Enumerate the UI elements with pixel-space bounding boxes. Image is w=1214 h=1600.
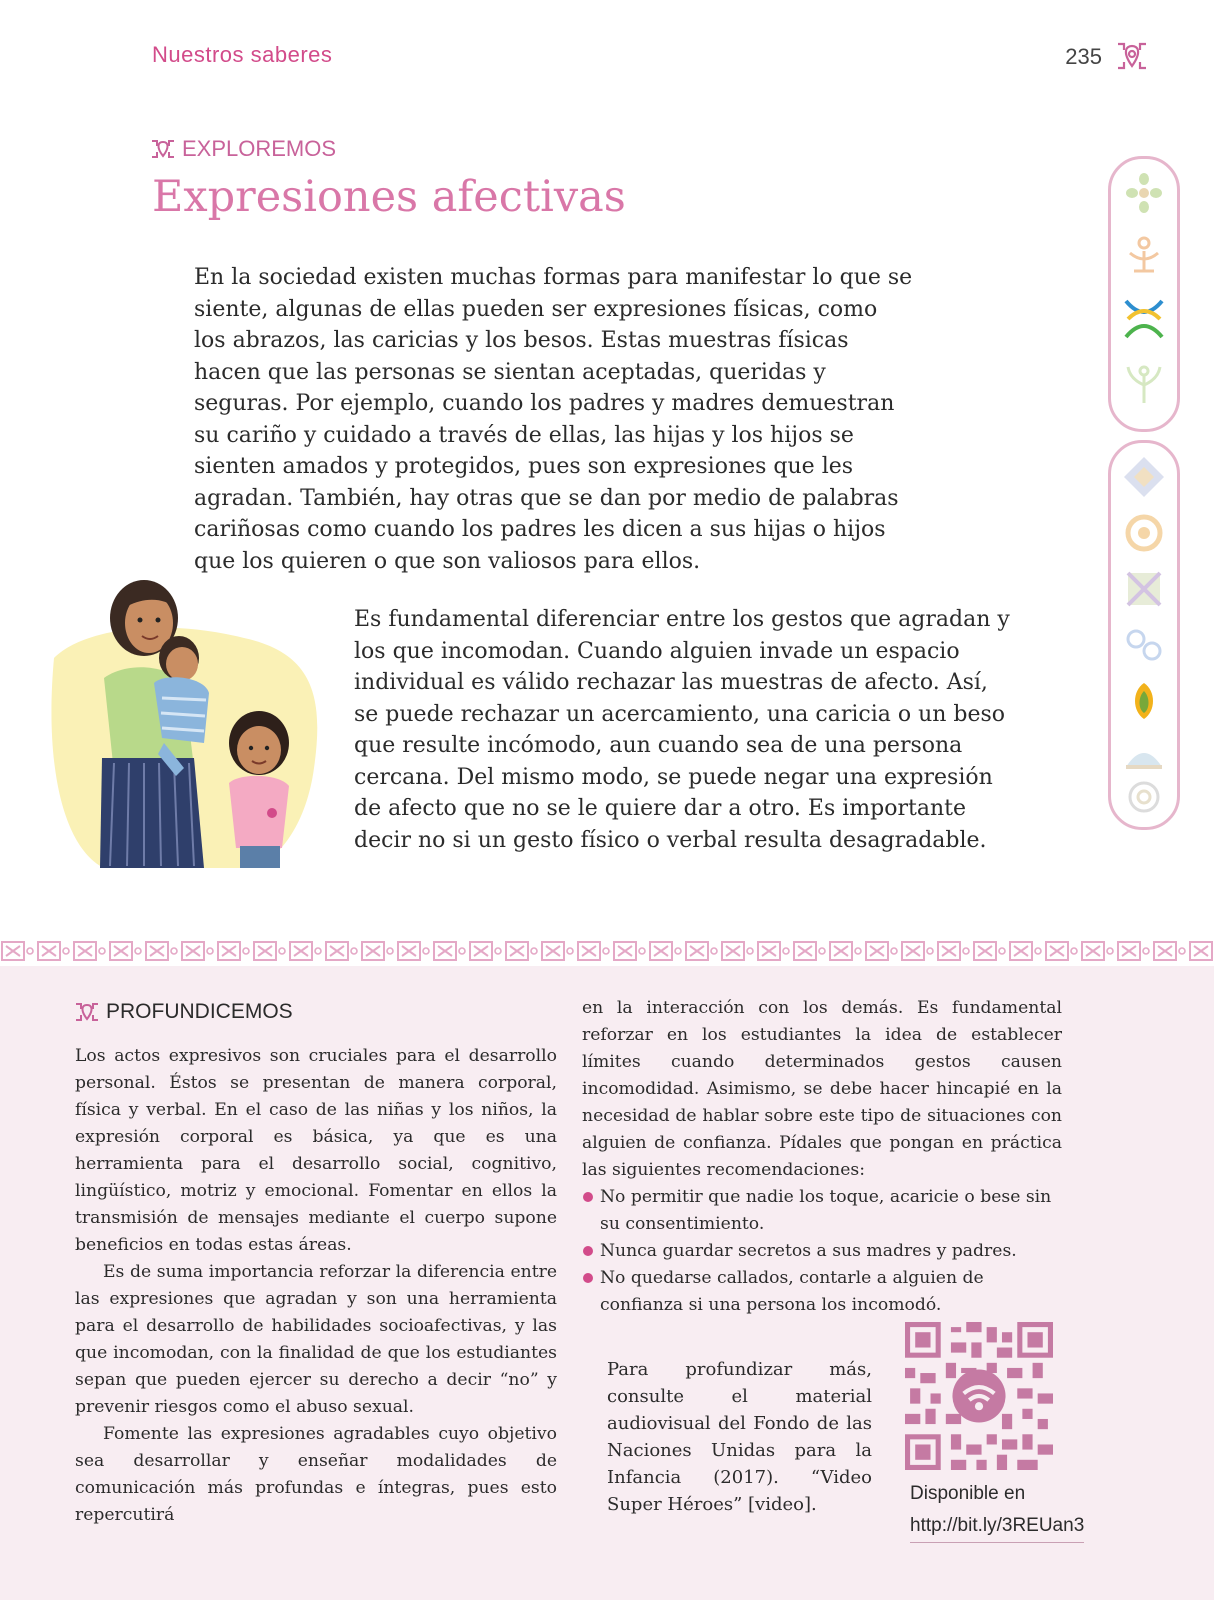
links-icon xyxy=(1120,621,1168,669)
leaf-cluster-icon xyxy=(1120,169,1168,217)
body-paragraph-1: En la sociedad existen muchas formas para manifestar lo que se siente, algunas de ellas pueden ser expresiones físicas, como los abrazos, las caricias y los besos. Estas muestras físicas hacen que las personas se sientan aceptadas, queridas y seguras. Por ejemplo, cuando los padres y madres demuestran su cariño y cuidado a través de ellas, las hijas y los hijos se sienten amados y protegidos, pues son expresiones que les agradan. También, hay otras que se dan por medio de palabras cariñosas como cuando los padres les dicen a sus hijas o hijos que los quieren o que son valiosos para ellos. xyxy=(194,265,913,574)
list-item: No quedarse callados, contarle a alguien de confianza si una persona los incomodó. xyxy=(582,1265,1062,1319)
notes-left-column xyxy=(75,1043,557,1529)
notes-paragraph: Es de suma importancia reforzar la diferencia entre las expresiones que agradan y son una herramienta para el desarrollo de habilidades socioafectivas, y las que incomodan, con la finalidad de que los estudiantes sepan que pueden ejercer su derecho a decir “no” y prevenir riesgos como el abuso sexual. xyxy=(75,1262,557,1417)
side-bar-ejes xyxy=(1108,156,1180,432)
figure-orange-icon xyxy=(1120,231,1168,279)
circle-swirl-icon xyxy=(1120,773,1168,821)
qr-code-icon[interactable] xyxy=(905,1322,1053,1470)
side-bar-campos xyxy=(1108,440,1180,830)
plant-figure-icon xyxy=(1120,359,1168,407)
qr-caption xyxy=(910,1478,1084,1543)
star-diamond-icon xyxy=(1120,453,1168,501)
list-item: No permitir que nadie los toque, acaricie o bese sin su consentimiento. xyxy=(582,1184,1062,1238)
section-label-exploremos xyxy=(150,136,336,162)
ornament-icon xyxy=(150,137,176,161)
spiral-icon xyxy=(1120,509,1168,557)
running-header: Nuestros saberes xyxy=(152,42,333,67)
recommendations-list xyxy=(582,1184,1062,1319)
list-item: Nunca guardar secretos a sus madres y padres. xyxy=(582,1238,1062,1265)
people-circle-icon xyxy=(1120,295,1168,343)
family-illustration xyxy=(44,568,334,884)
ornament-icon xyxy=(74,1000,100,1024)
notes-right-column xyxy=(582,995,1062,1319)
ornament-icon xyxy=(1114,38,1150,74)
reference-text: Para profundizar más, consulte el material audiovisual del Fondo de las Naciones Unidas para la Infancia (2017). “Video Super Héroes” [video]. xyxy=(607,1359,872,1515)
notes-paragraph: Los actos expresivos son cruciales para el desarrollo personal. Éstos se presentan de manera corporal, física y verbal. En el caso de las niñas y los niños, la expresión corporal es básica, ya que es una herramienta para el desarrollo social, cognitivo, lingüístico, motriz y emocional. Fomentar en ellos la transmisión de mensajes mediante el cuerpo supone beneficios en todas estas áreas. xyxy=(75,1046,557,1255)
section-label-profundicemos xyxy=(74,1000,293,1024)
section-label-text: PROFUNDICEMOS xyxy=(106,1000,293,1023)
page-number: 235 xyxy=(1065,44,1102,69)
qr-link[interactable]: http://bit.ly/3REUan3 xyxy=(910,1510,1084,1543)
decorative-border xyxy=(0,936,1214,966)
body-paragraph-2: Es fundamental diferenciar entre los gestos que agradan y los que incomodan. Cuando alguien invade un espacio individual es válido rechazar las muestras de afecto. Así, se puede rechazar un acercamiento, una caricia o un beso que resulte incómodo, aun cuando sea de una persona cercana. Del mismo modo, se puede negar una expresión de afecto que no se le quiere dar a otro. Es importante decir no si un gesto físico o verbal resulta desagradable. xyxy=(354,607,1010,853)
qr-caption-label: Disponible en xyxy=(910,1483,1026,1504)
page-title: Expresiones afectivas xyxy=(152,172,626,222)
square-pattern-icon xyxy=(1120,565,1168,613)
section-label-text: EXPLOREMOS xyxy=(182,136,337,161)
notes-paragraph: en la interacción con los demás. Es fundamental reforzar en los estudiantes la idea de establecer límites cuando determinados gestos causen incomodidad. Asimismo, se debe hacer hincapié en la necesidad de hablar sobre este tipo de situaciones con alguien de confianza. Pídales que pongan en práctica las siguientes recomendaciones: xyxy=(582,998,1062,1180)
notes-paragraph: Fomente las expresiones agradables cuyo objetivo sea desarrollar y enseñar modalidades de comunicación más profundas e íntegras, pues esto repercutirá xyxy=(75,1424,557,1525)
flower-icon xyxy=(1120,677,1168,725)
